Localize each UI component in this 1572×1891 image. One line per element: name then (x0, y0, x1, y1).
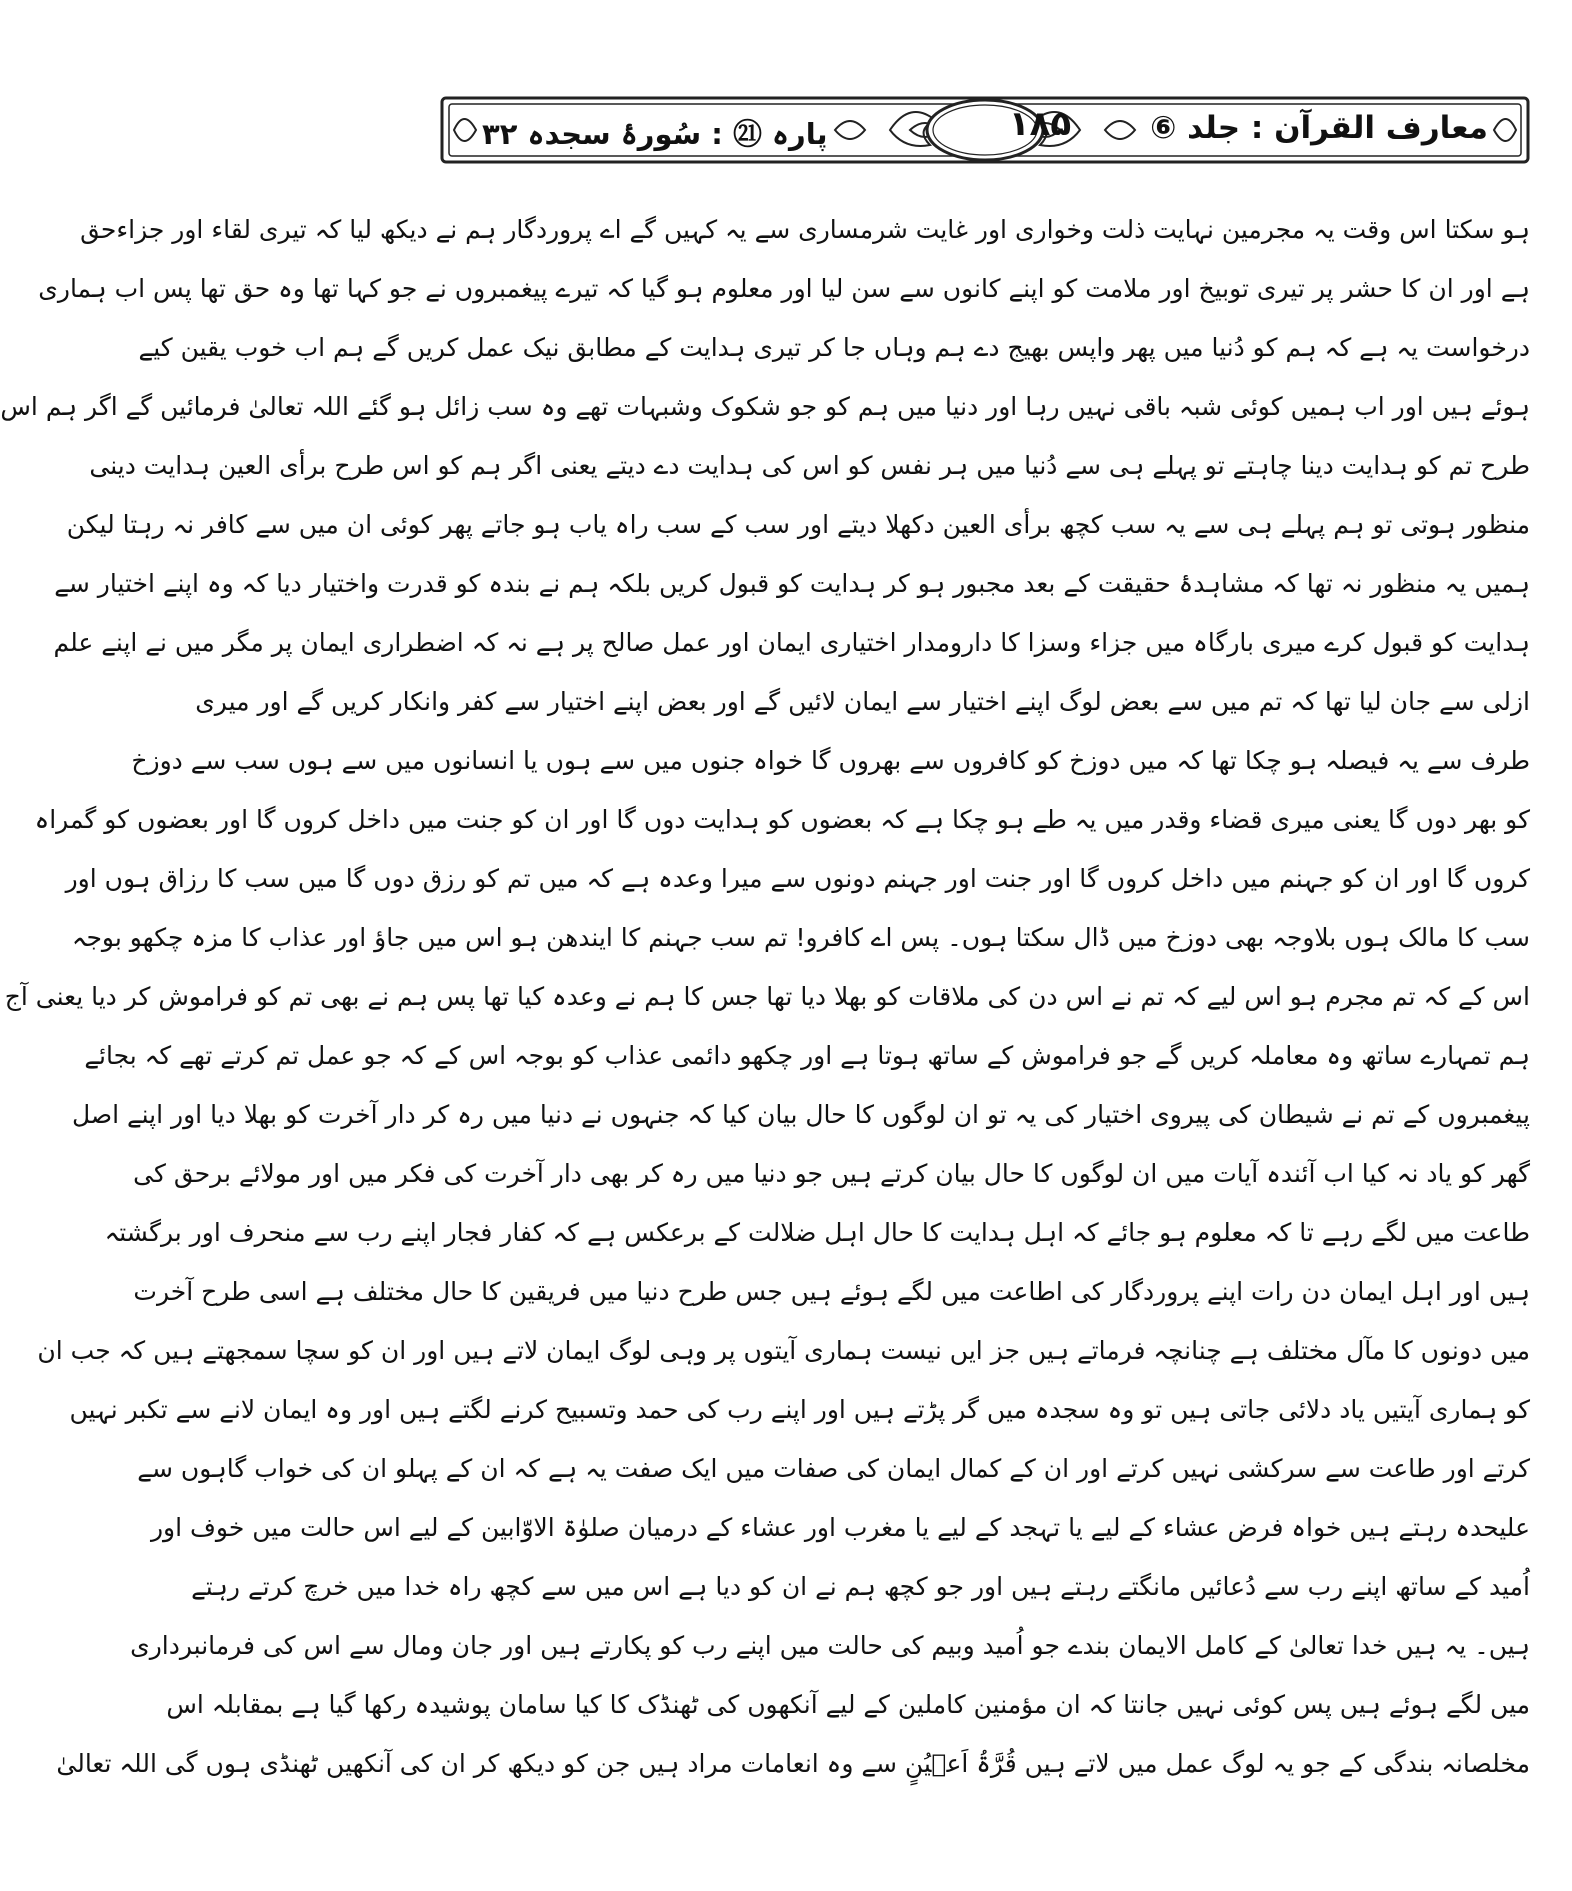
text-line: طاعت میں لگے رہے تا کہ معلوم ہو جائے کہ اہل ہدایت کا حال اہل ضلالت کے برعکس ہے کہ کفار فجار اپنے رب سے منحرف اور برگشتہ (104, 1218, 1530, 1247)
section-reference: پارہ ㉑ : سُورۂ سجدہ ۳۲ (482, 117, 828, 151)
text-line: کو بھر دوں گا یعنی میری قضاء وقدر میں یہ طے ہو چکا ہے کہ بعضوں کو ہدایت دوں گا اور ان کو جنت میں داخل کروں گا اور بعضوں کو گمراہ (34, 805, 1530, 834)
text-line: ہو سکتا اس وقت یہ مجرمین نہایت ذلت وخواری اور غایت شرمساری سے یہ کہیں گے اے پروردگار ہم نے دیکھ لیا کہ تیری لقاء اور جزاءحق (80, 215, 1530, 244)
text-line: پیغمبروں کے تم نے شیطان کی پیروی اختیار کی یہ تو ان لوگوں کا حال بیان کیا کہ جنہوں نے دنیا میں رہ کر دار آخرت کو بھلا دیا اور اپنے اصل (71, 1100, 1530, 1129)
text-line: ہیں۔ یہ ہیں خدا تعالیٰ کے کامل الایمان بندے جو اُمید وبیم کی حالت میں اپنے رب کو پکارتے ہیں اور جان ومال سے اس کی فرمانبرداری (130, 1631, 1530, 1660)
text-line: ہیں اور اہل ایمان دن رات اپنے پروردگار کی اطاعت میں لگے ہوئے ہیں جس طرح دنیا میں فریقین کا حال مختلف ہے اسی طرح آخرت (133, 1277, 1530, 1306)
page-number: ۱۸۵ (1008, 104, 1072, 144)
book-title: معارف القرآن : جلد ⑥ (1150, 110, 1488, 146)
text-line: درخواست یہ ہے کہ ہم کو دُنیا میں پھر واپس بھیج دے ہم وہاں جا کر تیری ہدایت کے مطابق نیک عمل کریں گے ہم اب خوب یقین کیے (138, 333, 1530, 362)
text-line: میں دونوں کا مآل مختلف ہے چنانچہ فرماتے ہیں جز ایں نیست ہماری آیتوں پر وہی لوگ ایمان لاتے ہیں اور ان کو سچا سمجھتے ہیں کہ جب ان (37, 1336, 1530, 1365)
text-line: منظور ہوتی تو ہم پہلے ہی سے یہ سب کچھ برأی العین دکھلا دیتے اور سب کے سب راہ یاب ہو جاتے پھر کوئی ان میں سے کافر نہ رہتا لیکن (66, 510, 1530, 539)
text-line: ہم تمہارے ساتھ وہ معاملہ کریں گے جو فراموش کے ساتھ ہوتا ہے اور چکھو دائمی عذاب کو بوجہ اس کے کہ جو عمل تم کرتے تھے کہ بجائے (84, 1041, 1530, 1070)
text-line: سب کا مالک ہوں بلاوجہ بھی دوزخ میں ڈال سکتا ہوں۔ پس اے کافرو! تم سب جہنم کا ایندھن ہو اس میں جاؤ اور عذاب کا مزہ چکھو بوجہ (71, 923, 1530, 952)
text-line: ہوئے ہیں اور اب ہمیں کوئی شبہ باقی نہیں رہا اور دنیا میں ہم کو جو شکوک وشبہات تھے وہ سب زائل ہو گئے اللہ تعالیٰ فرمائیں گے اگر ہم اس (0, 392, 1530, 421)
page-header (440, 92, 1530, 168)
text-line: اس کے کہ تم مجرم ہو اس لیے کہ تم نے اس دن کی ملاقات کو بھلا دیا تھا جس کا ہم نے وعدہ کیا تھا پس ہم نے بھی تم کو فراموش کر دیا یعنی آج (4, 982, 1530, 1011)
text-line: اُمید کے ساتھ اپنے رب سے دُعائیں مانگتے رہتے ہیں اور جو کچھ ہم نے ان کو دیا ہے اس میں سے کچھ راہ خدا میں خرچ کرتے رہتے (191, 1572, 1530, 1601)
text-line: علیحدہ رہتے ہیں خواہ فرض عشاء کے لیے یا تہجد کے لیے یا مغرب اور عشاء کے درمیان صلوٰۃ الاوّابین کے لیے اس حالت میں خوف اور (150, 1513, 1530, 1542)
text-line: کروں گا اور ان کو جہنم میں داخل کروں گا اور جنت اور جہنم دونوں سے میرا وعدہ ہے کہ میں تم کو رزق دوں گا میں سب کا رزاق ہوں اور (65, 864, 1530, 893)
text-line: ہمیں یہ منظور نہ تھا کہ مشاہدۂ حقیقت کے بعد مجبور ہو کر ہدایت کو قبول کریں بلکہ ہم نے بندہ کو قدرت واختیار دیا کہ وہ اپنے اختیار سے (54, 569, 1530, 598)
body-text (0, 200, 1530, 1793)
text-line: کرتے اور طاعت سے سرکشی نہیں کرتے اور ان کے کمال ایمان کی صفات میں ایک صفت یہ ہے کہ ان کے پہلو ان کی خواب گاہوں سے (137, 1454, 1530, 1483)
text-line: طرف سے یہ فیصلہ ہو چکا تھا کہ میں دوزخ کو کافروں سے بھروں گا خواہ جنوں میں سے ہوں یا انسانوں میں سے ہوں سب سے دوزخ (131, 746, 1530, 775)
text-line: ازلی سے جان لیا تھا کہ تم میں سے بعض لوگ اپنے اختیار سے ایمان لائیں گے اور بعض اپنے اختیار سے کفر وانکار کریں گے اور میری (195, 687, 1530, 716)
text-line: مخلصانہ بندگی کے جو یہ لوگ عمل میں لاتے ہیں قُرَّۃُ اَعۡیُنٍ سے وہ انعامات مراد ہیں جن کو دیکھ کر ان کی آنکھیں ٹھنڈی ہوں گی اللہ تعالیٰ (56, 1749, 1530, 1778)
text-line: کو ہماری آیتیں یاد دلائی جاتی ہیں تو وہ سجدہ میں گر پڑتے ہیں اور اپنے رب کی حمد وتسبیح کرنے لگتے ہیں اور وہ ایمان لانے سے تکبر نہیں (69, 1395, 1530, 1424)
text-line: گھر کو یاد نہ کیا اب آئندہ آیات میں ان لوگوں کا حال بیان کرتے ہیں جو دنیا میں رہ کر بھی دار آخرت کی فکر میں اور مولائے برحق کی (133, 1159, 1530, 1188)
text-line: ہے اور ان کا حشر پر تیری توبیخ اور ملامت کو اپنے کانوں سے سن لیا اور معلوم ہو گیا کہ تیرے پیغمبروں نے جو کہا تھا وہ حق تھا پس اب ہماری (38, 274, 1530, 303)
text-line: میں لگے ہوئے ہیں پس کوئی نہیں جانتا کہ ان مؤمنین کاملین کے لیے آنکھوں کی ٹھنڈک کا کیا سامان پوشیدہ رکھا گیا ہے بمقابلہ اس (166, 1690, 1530, 1719)
text-line: طرح تم کو ہدایت دینا چاہتے تو پہلے ہی سے دُنیا میں ہر نفس کو اس کی ہدایت دے دیتے یعنی اگر ہم کو اس طرح برأی العین ہدایت دینی (89, 451, 1530, 480)
text-line: ہدایت کو قبول کرے میری بارگاہ میں جزاء وسزا کا دارومدار اختیاری ایمان اور عمل صالح پر ہے نہ کہ اضطراری ایمان پر مگر میں نے اپنے علم (53, 628, 1530, 657)
